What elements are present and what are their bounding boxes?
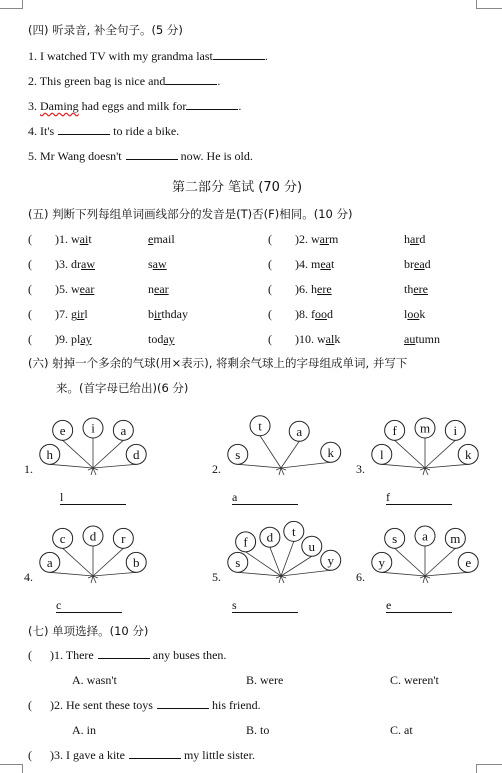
ribbon-knot (420, 468, 430, 475)
phonics-word (148, 282, 169, 297)
listening-item-1 (28, 49, 268, 64)
balloon-letter: l (379, 446, 384, 462)
balloon-letter: a (422, 528, 428, 544)
question-text: )2. He sent these toys (50, 698, 153, 712)
underlined-sound: ere (317, 282, 332, 296)
item-text: to ride a bike. (110, 124, 180, 138)
phonics-word (55, 257, 95, 272)
word-part: dr (71, 257, 81, 271)
balloon-bunch (226, 404, 336, 474)
phonics-word (55, 282, 94, 297)
group-number: 3. (356, 462, 365, 476)
underlined-sound: ai (79, 232, 89, 246)
balloon-letter: i (91, 420, 95, 436)
crop-mark (476, 764, 477, 773)
underlined-sound: ay (163, 332, 175, 346)
answer-paren[interactable]: ( (268, 257, 272, 271)
word-part: w (71, 282, 80, 296)
answer-line[interactable]: s (232, 598, 298, 613)
balloon-letter: a (120, 422, 127, 438)
crop-mark (476, 764, 502, 765)
listening-item-4 (28, 124, 179, 139)
phonics-word (55, 332, 92, 347)
phonics-word (404, 307, 425, 322)
underlined-sound: e (148, 232, 154, 246)
section-6-title-line2: 来。(首字母已给出)(6 分) (56, 381, 189, 395)
option-c[interactable]: C. at (390, 723, 413, 737)
word-part: f (311, 307, 315, 321)
word-part: w (311, 232, 320, 246)
balloon-letter: m (419, 420, 431, 436)
answer-paren[interactable]: ( (268, 232, 272, 246)
balloon-bunch (370, 512, 480, 582)
item-text: now. He is old. (177, 149, 253, 163)
word-part: d (424, 257, 431, 271)
word-part: )10. (295, 332, 317, 346)
phonics-word (148, 307, 188, 322)
word-part: br (404, 257, 414, 271)
answer-blank[interactable] (165, 74, 217, 85)
option-c[interactable]: C. weren't (390, 673, 439, 687)
word-part: h (404, 232, 410, 246)
section-5-title: (五) 判断下列每组单词画线部分的发音是(T)否(F)相同。(10 分) (28, 207, 353, 221)
underlined-sound: ear (79, 282, 95, 296)
underlined-sound: ere (413, 282, 428, 296)
listening-item-3 (28, 99, 241, 114)
underlined-sound: ea (414, 257, 425, 271)
word-part: b (148, 307, 154, 321)
balloon-letter: t (291, 523, 296, 539)
underlined-sound: oo (315, 307, 327, 321)
group-number: 5. (212, 570, 221, 584)
item-text: . (238, 99, 242, 113)
balloon-letter: f (243, 534, 248, 550)
mc-question-1 (28, 648, 226, 663)
phonics-word (295, 307, 333, 322)
item-text: 4. It's (28, 124, 55, 138)
answer-line[interactable]: a (232, 490, 298, 505)
word-part: )1. (55, 232, 71, 246)
phonics-word (295, 257, 334, 272)
word-part: m (311, 257, 321, 271)
underlined-sound: aw (81, 257, 95, 271)
balloon-letter: r (121, 530, 126, 546)
answer-blank[interactable] (213, 49, 265, 60)
group-number: 4. (24, 570, 33, 584)
phonics-word (295, 332, 340, 347)
answer-line[interactable]: f (386, 490, 452, 505)
crop-mark (0, 764, 22, 765)
answer-blank[interactable] (129, 748, 181, 759)
question-text: )1. There (50, 648, 94, 662)
group-number: 6. (356, 570, 365, 584)
balloon-letter: u (308, 538, 316, 554)
underlined-sound: al (325, 332, 335, 346)
balloon-bunch (370, 404, 480, 474)
answer-paren[interactable]: ( (28, 257, 32, 271)
word-part: t (88, 232, 92, 246)
option-a[interactable]: A. wasn't (72, 673, 117, 687)
underlined-sound: ear (154, 282, 169, 296)
phonics-word (404, 257, 431, 272)
crop-mark (476, 8, 502, 9)
listening-item-2 (28, 74, 220, 89)
underlined-sound: oo (407, 307, 420, 321)
answer-paren[interactable]: ( (268, 307, 272, 321)
answer-paren[interactable]: ( (28, 282, 32, 296)
crop-mark (22, 764, 23, 773)
word-part: d (419, 232, 426, 246)
word-part: pl (71, 332, 81, 346)
word-part: l (404, 307, 408, 321)
balloon-letter: d (266, 529, 274, 545)
answer-paren[interactable]: ( (28, 332, 32, 346)
balloon-letter: y (327, 552, 334, 568)
question-text: )3. I gave a kite (50, 748, 125, 762)
ribbon-knot (88, 576, 98, 583)
balloon-bunch (38, 512, 148, 582)
word-part: g (71, 307, 77, 321)
ribbon-knot (276, 468, 286, 475)
word-part: d (327, 307, 333, 321)
word-part: )3. (55, 257, 71, 271)
balloon-letter: c (59, 530, 66, 546)
paren[interactable]: ( (28, 648, 50, 662)
group-number: 1. (24, 462, 33, 476)
mc-question-2 (28, 698, 261, 713)
answer-line[interactable]: e (386, 598, 452, 613)
item-text: 1. I watched TV with my grandma last (28, 49, 213, 63)
word-part: )7. (55, 307, 71, 321)
word-part: )6. (295, 282, 311, 296)
balloon-letter: t (258, 418, 262, 434)
word-part: )8. (295, 307, 311, 321)
answer-blank[interactable] (186, 99, 238, 110)
balloon-letter: y (378, 554, 386, 570)
option-b[interactable]: B. to (246, 723, 270, 737)
word-part: w (317, 332, 326, 346)
section-4-title: (四) 听录音, 补全句子。(5 分) (28, 23, 183, 37)
paren[interactable]: ( (28, 698, 50, 712)
balloon-letter: f (392, 422, 397, 438)
phonics-word (404, 282, 428, 297)
phonics-word (148, 257, 167, 272)
mc-question-3 (28, 748, 255, 763)
answer-paren[interactable]: ( (268, 332, 272, 346)
word-part: thday (161, 307, 189, 321)
answer-blank[interactable] (58, 124, 110, 135)
crop-mark (476, 0, 477, 9)
ribbon-knot (88, 468, 98, 475)
word-part: s (148, 257, 153, 271)
phonics-word (148, 232, 175, 247)
balloon-letter: a (46, 554, 53, 570)
balloon-letter: d (89, 528, 97, 544)
section-6-title-line1: (六) 射掉一个多余的气球(用×表示), 将剩余气球上的字母组成单词, 并写下 (28, 356, 408, 370)
underlined-sound: au (404, 332, 416, 346)
item-text: 3. (28, 99, 40, 113)
question-text: my little sister. (180, 748, 255, 762)
balloon-letter: s (392, 530, 398, 546)
word-part: )2. (295, 232, 311, 246)
part-2-heading: 第二部分 笔试 (70 分) (172, 180, 303, 195)
listening-item-5 (28, 149, 253, 164)
item-text: Daming (40, 99, 79, 113)
underlined-sound: ea (320, 257, 331, 271)
phonics-word (404, 232, 425, 247)
underlined-sound: ar (410, 232, 420, 246)
balloon-letter: h (46, 446, 54, 462)
phonics-word (404, 332, 440, 347)
phonics-word (295, 282, 332, 297)
item-text: . (217, 74, 221, 88)
balloon-bunch (226, 512, 336, 582)
balloon-letter: m (450, 530, 461, 546)
answer-paren[interactable]: ( (268, 282, 272, 296)
answer-paren[interactable]: ( (28, 307, 32, 321)
answer-blank[interactable] (157, 698, 209, 709)
item-text: 5. Mr Wang doesn't (28, 149, 122, 163)
underlined-sound: ar (319, 232, 329, 246)
word-part: mail (153, 232, 175, 246)
balloon-letter: k (464, 446, 472, 462)
paren[interactable]: ( (28, 748, 50, 762)
balloon-letter: b (132, 554, 140, 570)
underlined-sound: ir (77, 307, 85, 321)
word-part: )9. (55, 332, 71, 346)
phonics-word (55, 307, 88, 322)
word-part: tumn (415, 332, 440, 346)
option-b[interactable]: B. were (246, 673, 284, 687)
underlined-sound: ay (80, 332, 92, 346)
word-part: k (334, 332, 341, 346)
item-text: . (264, 49, 268, 63)
word-part: )5. (55, 282, 71, 296)
question-text: his friend. (208, 698, 261, 712)
answer-blank[interactable] (126, 149, 178, 160)
word-part: h (311, 282, 317, 296)
underlined-sound: ir (154, 307, 162, 321)
group-number: 2. (212, 462, 221, 476)
balloon-letter: s (235, 554, 241, 570)
phonics-word (55, 232, 92, 247)
answer-line[interactable]: l (60, 490, 126, 505)
word-part: w (71, 232, 80, 246)
balloon-bunch (38, 404, 148, 474)
question-text: any buses then. (149, 648, 227, 662)
word-part: l (84, 307, 88, 321)
word-part: m (329, 232, 339, 246)
crop-mark (0, 8, 22, 9)
ribbon-knot (420, 576, 430, 583)
answer-paren[interactable]: ( (28, 232, 32, 246)
word-part: t (331, 257, 335, 271)
balloon-letter: e (59, 422, 66, 438)
item-text: 2. This green bag is nice and (28, 74, 166, 88)
balloon-letter: k (327, 444, 334, 460)
section-7-title: (七) 单项选择。(10 分) (28, 624, 149, 638)
balloon-letter: d (132, 446, 140, 462)
underlined-sound: aw (152, 257, 167, 271)
word-part: th (404, 282, 414, 296)
word-part: n (148, 282, 154, 296)
phonics-word (295, 232, 338, 247)
option-a[interactable]: A. in (72, 723, 96, 737)
word-part: k (419, 307, 426, 321)
balloon-letter: e (465, 554, 472, 570)
word-part: )4. (295, 257, 311, 271)
crop-mark (22, 0, 23, 9)
balloon-letter: a (296, 423, 303, 439)
word-part: tod (148, 332, 164, 346)
ribbon-knot (276, 576, 286, 583)
phonics-word (148, 332, 175, 347)
item-text: had eggs and milk for (78, 99, 187, 113)
answer-blank[interactable] (98, 648, 150, 659)
balloon-letter: i (453, 422, 458, 438)
answer-line[interactable]: c (56, 598, 122, 613)
balloon-letter: s (235, 446, 241, 462)
